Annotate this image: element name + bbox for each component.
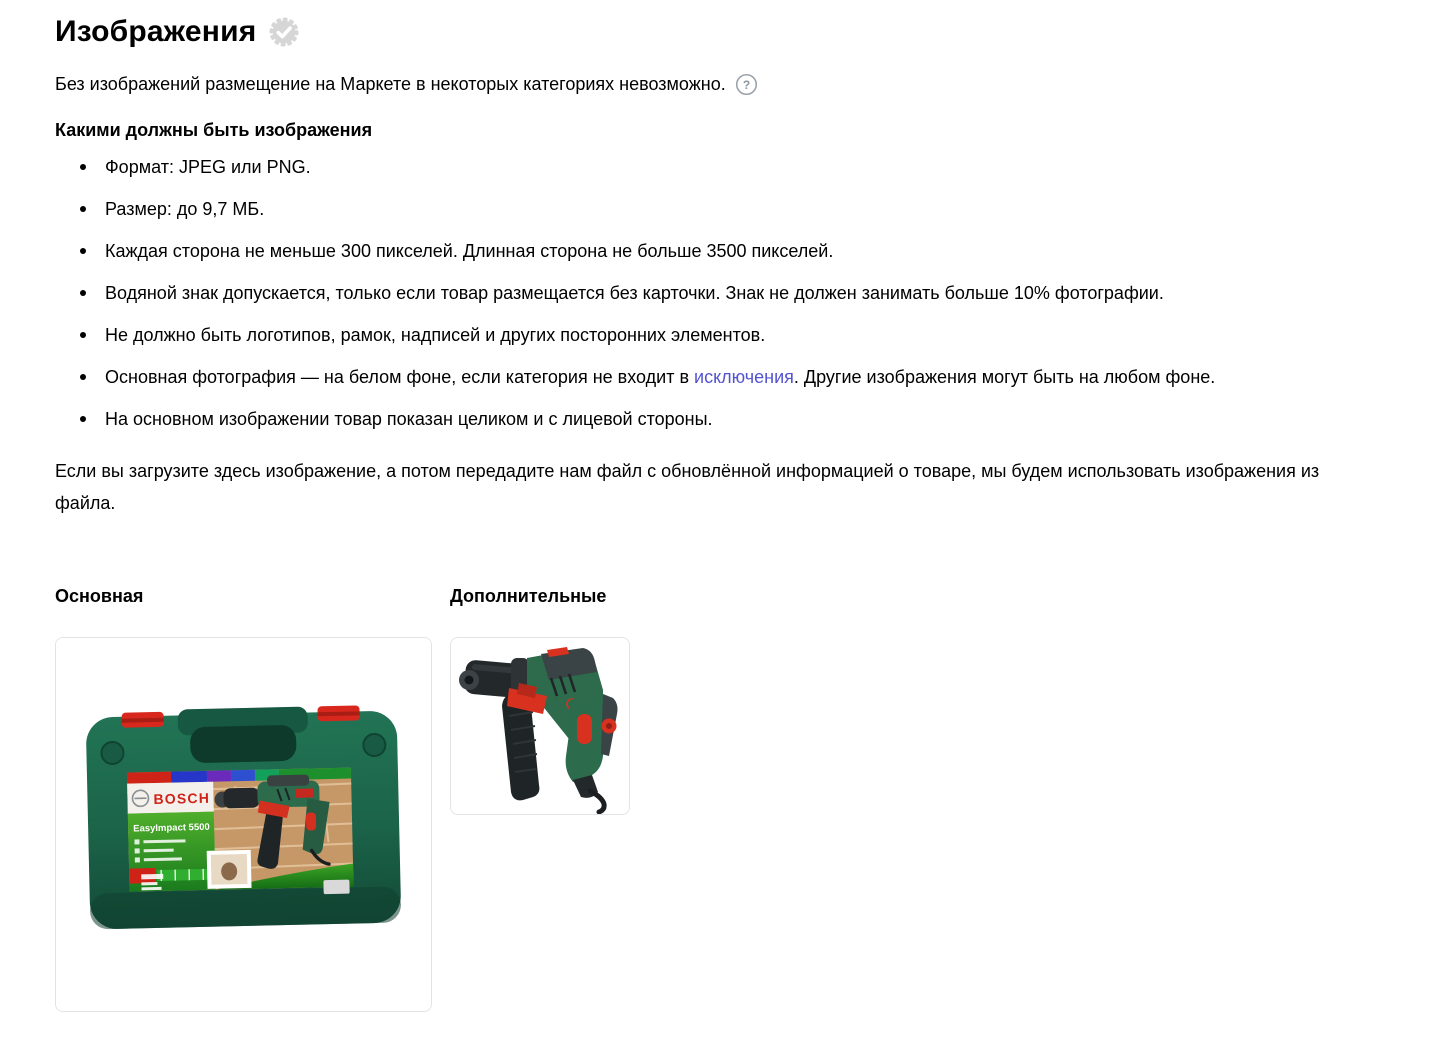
case-badge-sticker <box>323 880 349 895</box>
bosch-drill-photo <box>451 638 629 814</box>
requirement-text: Каждая сторона не меньше 300 пикселей. Длинная сторона не больше 3500 пикселей. <box>105 241 833 261</box>
requirement-text: На основном изображении товар показан целиком и с лицевой стороны. <box>105 409 713 429</box>
additional-images-column <box>450 585 630 1012</box>
requirement-item <box>55 156 1451 178</box>
requirement-item <box>55 408 1451 430</box>
bullet-icon <box>80 416 86 422</box>
requirement-item <box>55 282 1451 304</box>
bullet-icon <box>80 206 86 212</box>
requirement-text: Не должно быть логотипов, рамок, надписей и других посторонних элементов. <box>105 325 765 345</box>
requirement-text-before-link: Основная фотография — на белом фоне, если категория не входит в <box>105 367 694 387</box>
bullet-icon <box>80 248 86 254</box>
requirement-item <box>55 240 1451 262</box>
main-image-label: Основная <box>55 585 432 607</box>
help-icon[interactable] <box>735 73 758 96</box>
product-images-page <box>0 14 1451 1064</box>
main-image-column <box>55 585 432 1012</box>
requirement-text: Формат: JPEG или PNG. <box>105 157 311 177</box>
additional-image-card[interactable] <box>450 637 630 815</box>
requirement-text-after-link: . Другие изображения могут быть на любом фоне. <box>794 367 1215 387</box>
requirement-item <box>55 198 1451 220</box>
bullet-icon <box>80 374 86 380</box>
intro-text: Без изображений размещение на Маркете в некоторых категориях невозможно. <box>55 72 726 96</box>
verified-badge-icon <box>268 16 300 48</box>
upload-note: Если вы загрузите здесь изображение, а потом передадите нам файл с обновлённой информацией о товаре, мы будем использовать изображения из файла. <box>55 455 1375 519</box>
page-title: Изображения <box>55 14 256 50</box>
additional-images-label: Дополнительные <box>450 585 630 607</box>
label-model-text: EasyImpact 5500 <box>133 822 210 835</box>
requirements-heading: Какими должны быть изображения <box>55 119 1451 141</box>
exceptions-link[interactable]: исключения <box>694 367 794 387</box>
page-header <box>55 14 1451 50</box>
requirement-text: Водяной знак допускается, только если товар размещается без карточки. Знак не должен занимать больше 10% фотографии. <box>105 283 1164 303</box>
bosch-case-photo <box>56 638 431 1011</box>
svg-text:?: ? <box>743 77 750 91</box>
requirement-item <box>55 366 1451 388</box>
intro-row <box>55 72 1451 96</box>
bullet-icon <box>80 164 86 170</box>
bullet-icon <box>80 290 86 296</box>
bullet-icon <box>80 332 86 338</box>
label-brand-text: BOSCH <box>153 790 210 807</box>
requirements-list <box>55 156 1451 430</box>
images-gallery <box>55 585 1451 1012</box>
case-label <box>127 768 354 892</box>
main-image-card[interactable] <box>55 637 432 1012</box>
requirement-text: Размер: до 9,7 МБ. <box>105 199 264 219</box>
requirement-item <box>55 324 1451 346</box>
